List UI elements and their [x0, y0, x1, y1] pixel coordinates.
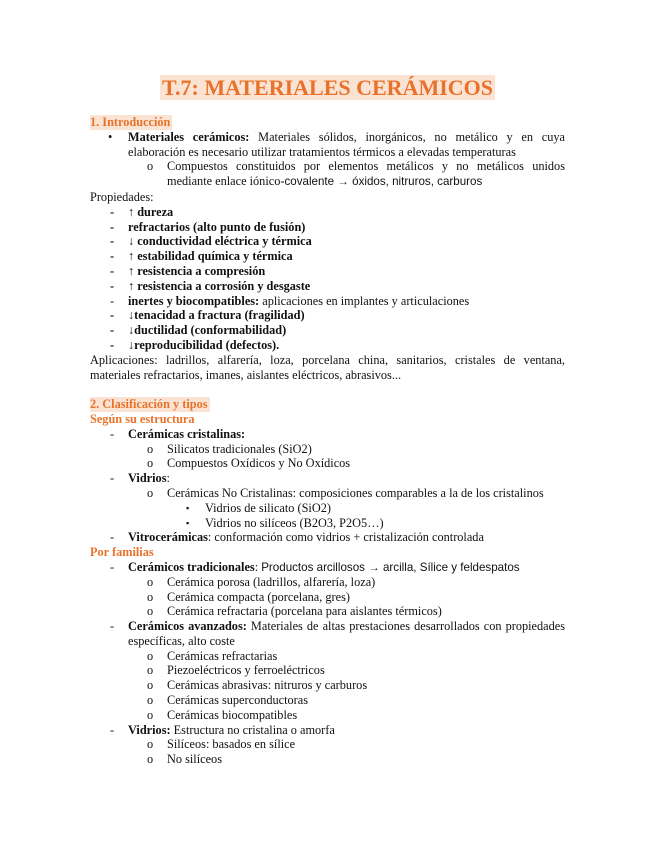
vidrios2-label: Vidrios:: [128, 722, 171, 737]
propiedad-item: [90, 338, 565, 353]
dash-marker: -: [110, 219, 115, 234]
document-body: [90, 115, 565, 767]
vitro-label: Vitrocerámicas: [128, 530, 208, 545]
section-heading-intro: 1. Introducción: [90, 115, 171, 129]
avanzados-label: Cerámicos avanzados:: [128, 619, 247, 634]
circle-marker: o: [147, 485, 154, 500]
list-item-text: Cerámica refractaria (porcelana para aislantes térmicos): [167, 604, 442, 619]
circle-marker: o: [147, 604, 154, 619]
list-item-text: Cerámicas superconductoras: [167, 693, 309, 708]
vidrios-item: [90, 471, 565, 486]
dash-marker: -: [110, 530, 115, 545]
propiedad-text: ↑ resistencia a compresión: [128, 263, 266, 278]
list-item: [90, 693, 565, 708]
vitro-text: : conformación como vidrios + cristalización controlada: [207, 530, 484, 545]
subheading-estructura: Según su estructura: [90, 411, 195, 426]
avanzados-text: Materiales de altas prestaciones desarrollados con propiedades específicas, alto coste: [128, 619, 565, 648]
propiedad-text: ↑ resistencia a corrosión y desgaste: [128, 278, 311, 293]
propiedad-text: ↓ conductividad eléctrica y térmica: [128, 234, 312, 249]
vidrios2-item: [90, 723, 565, 738]
circle-marker: o: [147, 456, 154, 471]
vitroceramicas-item: [90, 530, 565, 545]
circle-marker: o: [147, 441, 154, 456]
compuestos-text-sans: covalente → óxidos, nitruros, carburos: [284, 175, 483, 189]
dash-marker: -: [110, 619, 115, 634]
vidrios2-text: Estructura no cristalina o amorfa: [170, 722, 335, 737]
propiedad-text: refractarios (alto punto de fusión): [128, 219, 306, 234]
list-item-text: Cerámicas abrasivas: nitruros y carburos: [167, 678, 368, 693]
dash-marker: -: [110, 471, 115, 486]
avanzados-item: [90, 619, 565, 649]
propiedad-text: ↓tenacidad a fractura (fragilidad): [128, 308, 305, 323]
propiedad-text: ↑ dureza: [128, 204, 174, 219]
list-item-text: Vidrios no silíceos (B2O3, P2O5…): [205, 515, 384, 530]
circle-marker: o: [147, 663, 154, 678]
aplicaciones-text: Aplicaciones: ladrillos, alfarería, loza, porcelana china, sanitarios, cristales de ventana, materiales refractarios, imanes, aislantes eléctricos, abrasivos...: [90, 352, 565, 382]
list-item-text: Piezoeléctricos y ferroeléctricos: [167, 663, 325, 678]
materiales-item: [90, 130, 565, 160]
tradicionales-text: Productos arcillosos → arcilla, Sílice y feldespatos: [261, 560, 520, 574]
propiedad-text: ↓ductilidad (conformabilidad): [128, 323, 287, 338]
list-item: [90, 649, 565, 664]
document-title-wrap: [0, 74, 655, 102]
list-item-text: Compuestos Oxídicos y No Oxídicos: [167, 456, 351, 471]
list-item: [90, 708, 565, 723]
list-item-text: Silicatos tradicionales (SiO2): [167, 441, 312, 456]
list-item-text: Cerámicas biocompatibles: [167, 707, 298, 722]
inertes-label: inertes y biocompatibles:: [128, 293, 260, 308]
dash-marker: -: [110, 308, 115, 323]
propiedad-item: [90, 264, 565, 279]
list-item-text: Cerámicas refractarias: [167, 648, 278, 663]
cristalinas-label: Cerámicas cristalinas:: [128, 426, 246, 441]
dash-marker: -: [110, 323, 115, 338]
list-item-text: Cerámica compacta (porcelana, gres): [167, 589, 350, 604]
list-item-text: Vidrios de silicato (SiO2): [205, 500, 331, 515]
materiales-label: Materiales cerámicos:: [128, 129, 250, 144]
cristalinas-item: [90, 427, 565, 442]
circle-marker: o: [147, 589, 154, 604]
list-item: [90, 678, 565, 693]
propiedad-item: [90, 308, 565, 323]
compuestos-item: [90, 159, 565, 190]
dash-marker: -: [110, 249, 115, 264]
section-heading-clasificacion: 2. Clasificación y tipos: [90, 397, 208, 412]
tradicionales-item: [90, 560, 565, 575]
list-item: [90, 752, 565, 767]
list-item: [90, 516, 565, 531]
list-item: [90, 501, 565, 516]
list-item: [90, 590, 565, 605]
circle-marker: o: [147, 693, 154, 708]
dash-marker: -: [110, 204, 115, 219]
circle-marker: o: [147, 707, 154, 722]
propiedad-item: [90, 294, 565, 309]
propiedad-item: [90, 279, 565, 294]
propiedad-item: [90, 249, 565, 264]
list-item: [90, 486, 565, 501]
propiedades-label: Propiedades:: [90, 189, 154, 204]
dash-marker: -: [110, 293, 115, 308]
list-item: [90, 663, 565, 678]
propiedad-item: [90, 220, 565, 235]
tradicionales-label: Cerámicos tradicionales: [128, 559, 255, 574]
list-item: [90, 604, 565, 619]
propiedad-text: ↑ estabilidad química y térmica: [128, 249, 293, 264]
list-item-text: Cerámica porosa (ladrillos, alfarería, loza): [167, 574, 376, 589]
dash-marker: -: [110, 263, 115, 278]
circle-marker: o: [147, 159, 154, 174]
inertes-text: aplicaciones en implantes y articulaciones: [259, 293, 470, 308]
document-title: T.7: MATERIALES CERÁMICOS: [161, 75, 494, 100]
dash-marker: -: [110, 426, 115, 441]
bullet-marker: •: [108, 129, 113, 144]
circle-marker: o: [147, 678, 154, 693]
propiedad-item: [90, 234, 565, 249]
list-item: [90, 456, 565, 471]
circle-marker: o: [147, 737, 154, 752]
square-marker: ▪: [186, 502, 190, 513]
propiedad-item: [90, 323, 565, 338]
vidrios-label: Vidrios: [128, 471, 167, 486]
list-item: [90, 442, 565, 457]
compuestos-text: Compuestos constituidos por elementos metálicos y no metálicos unidos mediante enlace iónico-: [167, 159, 565, 189]
circle-marker: o: [147, 574, 154, 589]
vidrios-colon: :: [166, 471, 170, 486]
propiedad-item: [90, 205, 565, 220]
list-item-text: Silíceos: basados en sílice: [167, 737, 296, 752]
propiedad-text: ↓reproducibilidad (defectos).: [128, 337, 280, 352]
dash-marker: -: [110, 337, 115, 352]
dash-marker: -: [110, 278, 115, 293]
list-item-text: Cerámicas No Cristalinas: composiciones comparables a la de los cristalinos: [167, 485, 544, 500]
dash-marker: -: [110, 559, 115, 574]
subheading-familias: Por familias: [90, 545, 154, 560]
list-item-text: No silíceos: [167, 752, 222, 767]
list-item: [90, 737, 565, 752]
materiales-text: Materiales sólidos, inorgánicos, no metálico y en cuya elaboración es necesario utilizar tratamientos térmicos a elevadas temperaturas: [128, 129, 565, 159]
list-item: [90, 575, 565, 590]
tradicionales-colon: :: [254, 559, 262, 574]
circle-marker: o: [147, 752, 154, 767]
dash-marker: -: [110, 722, 115, 737]
circle-marker: o: [147, 648, 154, 663]
dash-marker: -: [110, 234, 115, 249]
square-marker: ▪: [186, 517, 190, 528]
